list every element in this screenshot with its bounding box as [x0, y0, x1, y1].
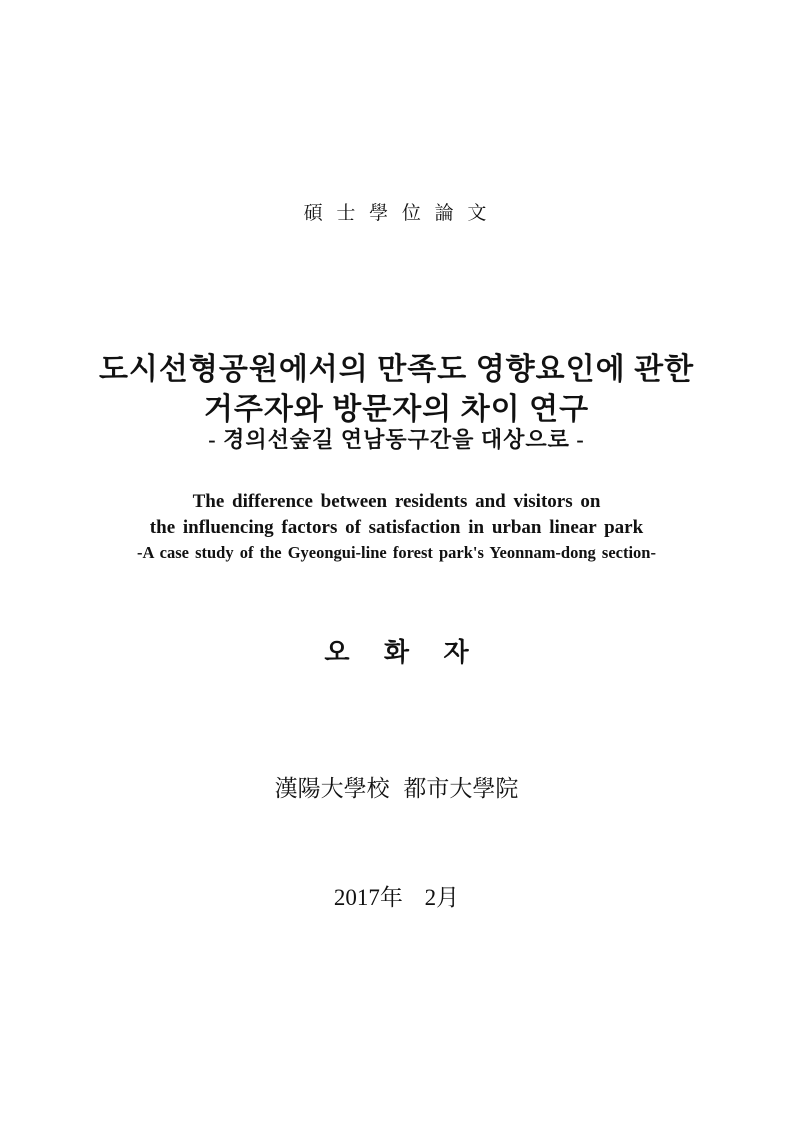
publication-date: 2017年 2月	[333, 885, 460, 910]
korean-title-line2: 거주자와 방문자의 차이 연구	[203, 393, 590, 426]
korean-title-line1: 도시선형공원에서의 만족도 영향요인에 관한	[98, 353, 695, 386]
author-name: 오 화 자	[324, 638, 469, 667]
english-subtitle: -A case study of the Gyeongui-line forest park's Yeonnam-dong section-	[137, 543, 656, 562]
korean-subtitle: - 경의선숲길 연남동구간을 대상으로 -	[208, 427, 585, 452]
institution-name: 漢陽大學校 都市大學院	[274, 776, 519, 801]
thesis-type-label: 碩 士 學 位 論 文	[303, 203, 490, 224]
english-title-line1: The difference between residents and visitors on	[192, 491, 601, 512]
english-title-line2: the influencing factors of satisfaction in urban linear park	[149, 517, 644, 538]
